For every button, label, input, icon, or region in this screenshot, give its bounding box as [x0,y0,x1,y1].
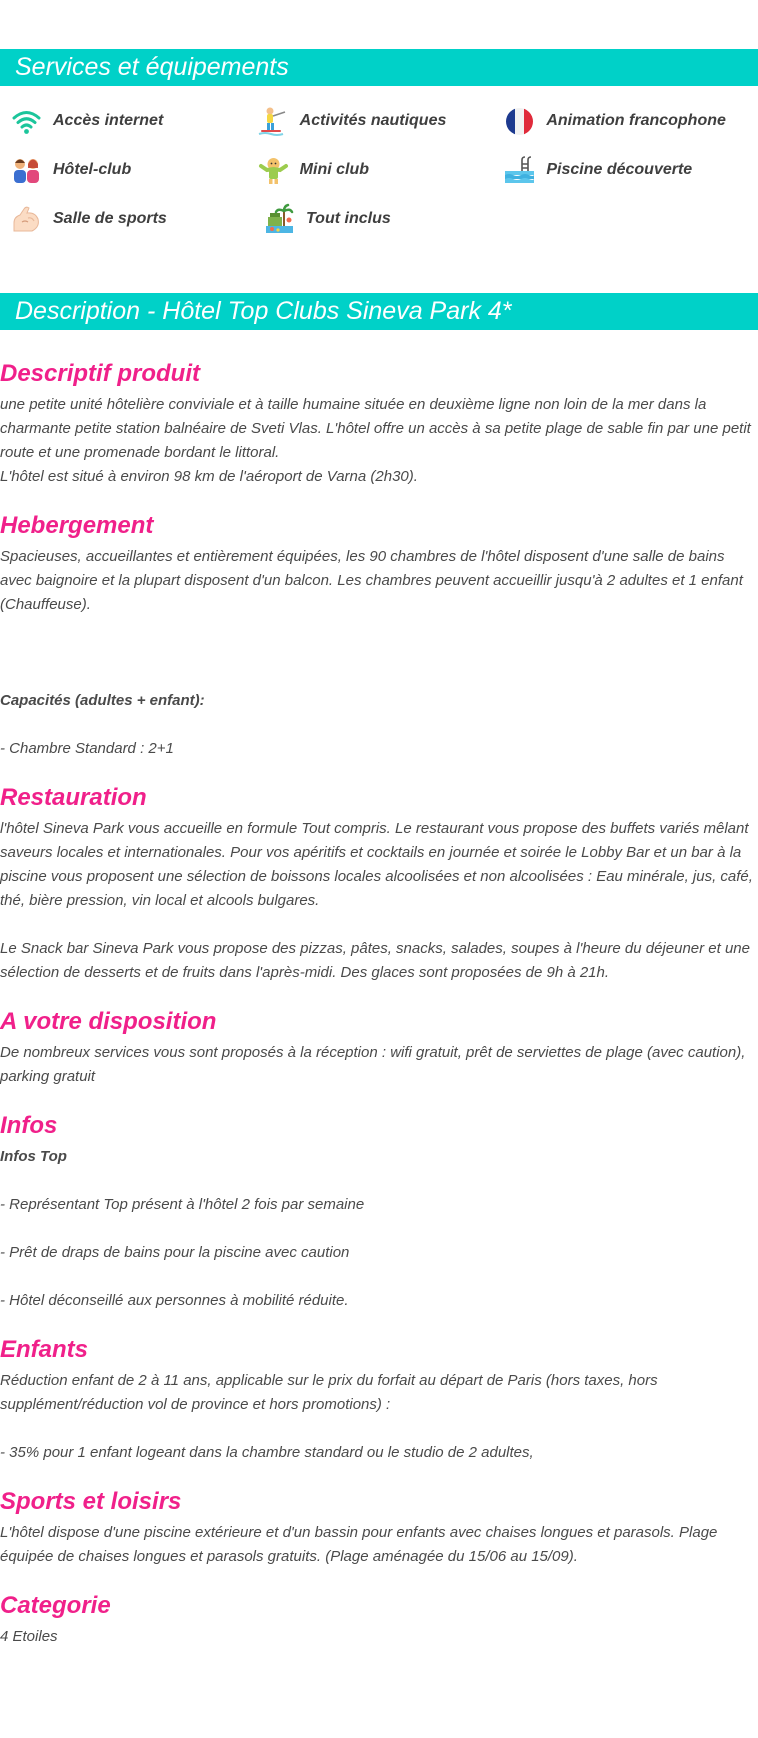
french-flag-icon [503,105,536,138]
service-item-piscine [503,154,750,186]
service-label: Animation francophone [546,112,726,129]
service-label: Hôtel-club [53,161,132,178]
description-content [0,355,758,1649]
services-row [10,105,750,154]
sports-paragraph: L'hôtel dispose d'une piscine extérieure et d'un bassin pour enfants avec chaises longues et parasols. Plage équipée de chaises longues et parasols gratuits. (Plage aménagée du 15/06 au 15/09). [0,1524,718,1565]
restauration-heading: Restauration [0,784,147,811]
service-label: Activités nautiques [299,112,447,129]
hebergement-paragraph: Spacieuses, accueillantes et entièrement équipées, les 90 chambres de l'hôtel disposent d'une salle de bains avec baignoire et la plupart disposent d'un balcon. Les chambres peuvent accueillir jusqu'à 2 adultes et 1 enfant (Chauffeuse). [0,548,743,613]
enfants-heading: Enfants [0,1336,89,1363]
service-item-animation [503,105,750,137]
enfants-paragraph: - 35% pour 1 enfant logeant dans la chambre standard ou le studio de 2 adultes, [0,1444,534,1461]
service-item-hotel-club [10,154,257,186]
disposition-heading: A votre disposition [0,1008,217,1035]
infos-line: - Prêt de draps de bains pour la piscine avec caution [0,1244,350,1261]
all-inclusive-icon [263,203,296,236]
service-label: Salle de sports [53,210,167,227]
service-item-internet [10,105,257,137]
wifi-icon [10,105,43,138]
muscle-arm-icon [10,203,43,236]
infos-subheading: Infos Top [0,1148,67,1165]
service-item-sport [10,203,263,235]
disposition-paragraph: De nombreux services vous sont proposés à la réception : wifi gratuit, prêt de serviettes de plage (avec caution), parking gratuit [0,1044,746,1085]
family-icon [10,154,43,187]
service-item-tout-inclus [263,203,516,235]
produit-paragraph: L'hôtel est situé à environ 98 km de l'aéroport de Varna (2h30). [0,468,418,485]
service-label: Piscine découverte [546,161,693,178]
hebergement-heading: Hebergement [0,512,154,539]
infos-line: - Représentant Top présent à l'hôtel 2 fois par semaine [0,1196,365,1213]
restauration-paragraph: Le Snack bar Sineva Park vous propose des pizzas, pâtes, snacks, salades, soupes à l'heure du déjeuner et une sélection de desserts et de fruits dans l'après-midi. Des glaces sont proposées de 9h à 21h. [0,940,750,981]
infos-line: - Hôtel déconseillé aux personnes à mobilité réduite. [0,1292,349,1309]
service-label: Accès internet [53,112,164,129]
services-section-title: Services et équipements [0,49,758,86]
services-grid [10,105,750,252]
enfants-paragraph: Réduction enfant de 2 à 11 ans, applicable sur le prix du forfait au départ de Paris (hors taxes, hors supplément/réduction vol de province et hors promotions) : [0,1372,658,1413]
infos-heading: Infos [0,1112,58,1139]
produit-paragraph: une petite unité hôtelière conviviale et à taille humaine située en deuxième ligne non loin de la mer dans la charmante petite station balnéaire de Sveti Vlas. L'hôtel offre un accès à sa petite plage de sable fin par une petit route et une promenade bordant le littoral. [0,396,751,461]
kids-club-icon [257,154,290,187]
service-label: Mini club [299,161,369,178]
service-item-mini-club [257,154,504,186]
services-row [10,203,750,252]
sports-heading: Sports et loisirs [0,1488,182,1515]
produit-heading: Descriptif produit [0,360,201,387]
capacites-label: Capacités (adultes + enfant): [0,692,205,709]
service-label: Tout inclus [306,210,391,227]
description-section-title: Description - Hôtel Top Clubs Sineva Park 4* [0,293,758,330]
pool-icon [503,154,536,187]
service-item-nautique [257,105,504,137]
categorie-value: 4 Etoiles [0,1628,58,1645]
waterski-icon [257,105,290,138]
chambre-standard: - Chambre Standard : 2+1 [0,740,174,757]
categorie-heading: Categorie [0,1592,111,1619]
services-row [10,154,750,203]
restauration-paragraph: l'hôtel Sineva Park vous accueille en formule Tout compris. Le restaurant vous propose des buffets variés mêlant saveurs locales et internationales. Pour vos apéritifs et cocktails en journée et soirée le Lobby Bar et un bar à la piscine vous proposent une sélection de boissons locales alcoolisées et non alcoolisées : Eau minérale, jus, café, thé, bière pression, vin local et alcools bulgares. [0,820,753,909]
